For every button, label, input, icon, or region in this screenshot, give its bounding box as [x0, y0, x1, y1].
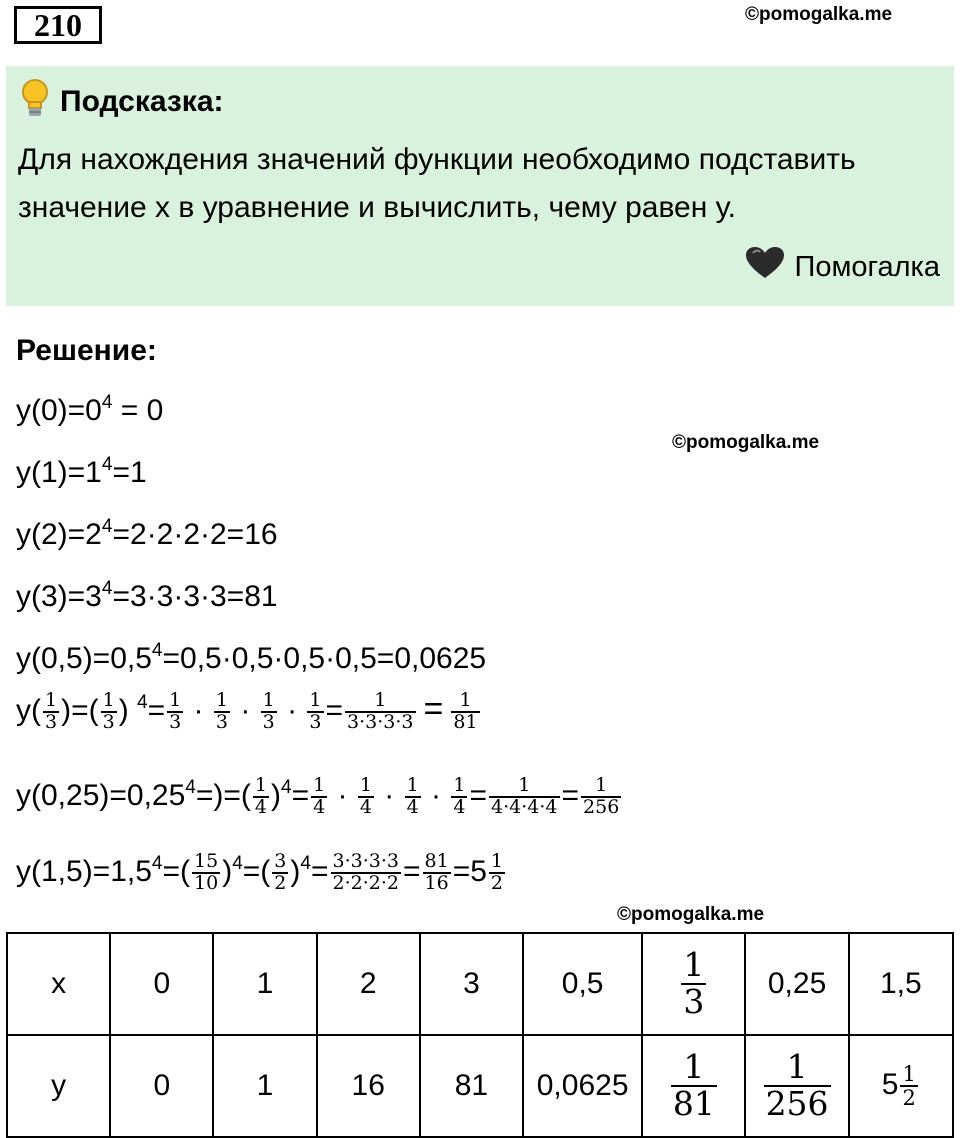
solution-line-2: $y(1)=1^4=1$: [16, 454, 147, 489]
fraction: $\frac{1}{256}$: [583, 774, 620, 818]
solution-line-3: $y(2)=2^4=2\cdot 2\cdot 2\cdot 2=16$: [16, 516, 278, 551]
fraction: $\frac{1}{4}$: [254, 774, 267, 818]
fraction: $\frac{15}{10}$: [194, 850, 219, 894]
fraction: $\frac{1}{3\cdot 3\cdot 3\cdot 3}$: [347, 689, 414, 734]
fraction: $\frac{1}{256}$: [765, 1047, 829, 1123]
fraction: $\frac{1}{3}$: [309, 689, 322, 734]
hint-text-line2: значение х в уравнение и вычислить, чему равен у.: [18, 191, 736, 224]
table-cell: 0,25: [745, 933, 848, 1035]
hint-text: [18, 136, 948, 232]
fraction: $\frac{1}{81}$: [672, 1047, 715, 1123]
table-cell: [642, 933, 745, 1035]
signature-text: Помогалка: [794, 250, 940, 283]
solution-line-8: $y(1,5)=1,5^4=$( $\frac{15}{10}$ )$^4$=( $\frac{3}{2}$ )$^4$= $\frac{3\cdot 3\cdot 3\cdot 3}{2\cdot 2\cdot 2\cdot 2}$ = $\frac{81}{16}$ =5 $\frac{1}{2}$: [16, 850, 504, 894]
fraction: $\frac{1}{3}$: [169, 689, 182, 734]
task-number: 210: [14, 6, 102, 44]
table-cell: 1: [213, 1035, 316, 1137]
hint-header: [20, 78, 224, 125]
table-cell: 3: [420, 933, 523, 1035]
hint-title: Подсказка:: [60, 84, 224, 118]
watermark-middle: ©pomogalka.me: [672, 432, 820, 453]
hint-box: [6, 66, 954, 306]
table-cell: [849, 1035, 953, 1137]
fraction: $\frac{1}{3}$: [262, 689, 275, 734]
watermark-top: ©pomogalka.me: [745, 4, 893, 25]
table-cell: 0,0625: [523, 1035, 642, 1137]
table-row-y: [7, 1035, 953, 1137]
fraction: $\frac{1}{4}$: [313, 774, 326, 818]
fraction: $\frac{3}{2}$: [274, 850, 287, 894]
fraction: $\frac{1}{3}$: [683, 945, 705, 1021]
table-row-x: [7, 933, 953, 1035]
fraction: $\frac{1}{4}$: [359, 774, 372, 818]
solution-line-1: $y(0)=0^4 = 0$: [16, 392, 164, 427]
fraction: $\frac{1}{4}$: [406, 774, 419, 818]
hint-text-line1: Для нахождения значений функции необходимо подставить: [18, 143, 856, 176]
mixed-whole: 5: [881, 1067, 899, 1101]
signature: [745, 246, 940, 288]
solution-line-4: $y(3)=3^4=3\cdot 3\cdot 3\cdot 3=81$: [16, 578, 278, 613]
fraction: $\frac{1}{2}$: [902, 1061, 916, 1110]
table-cell: 0: [110, 933, 213, 1035]
fraction: $\frac{1}{3}$: [45, 689, 58, 734]
table-cell: 0: [110, 1035, 213, 1137]
table-cell: 81: [420, 1035, 523, 1137]
table-cell: 1: [213, 933, 316, 1035]
heart-icon: [745, 246, 795, 288]
lightbulb-icon: [20, 78, 50, 125]
table-cell: x: [7, 933, 110, 1035]
table-cell: 16: [317, 1035, 420, 1137]
fraction: $\frac{1}{2}$: [490, 850, 504, 894]
fraction: $\frac{1}{81}$: [453, 689, 478, 734]
watermark-bottom: ©pomogalka.me: [617, 904, 765, 925]
table-cell: 2: [317, 933, 420, 1035]
table-cell: 1,5: [849, 933, 953, 1035]
fraction: $\frac{81}{16}$: [424, 850, 449, 894]
fraction: $\frac{1}{4\cdot 4\cdot 4\cdot 4}$: [491, 774, 558, 818]
fraction: $\frac{1}{3}$: [102, 689, 115, 734]
table-cell: y: [7, 1035, 110, 1137]
solution-line-5: $y(0,5)=0,5^4=0,5\cdot 0,5\cdot 0,5\cdot 0,5=0,0625$: [16, 640, 487, 675]
fraction: $\frac{1}{4}$: [453, 774, 466, 818]
solution-line-7: $y(0,25)=0,25^4=)=$( $\frac{1}{4}$ )$^4$= $\frac{1}{4}$ · $\frac{1}{4}$ · $\frac{1}{4}$ · $\frac{1}{4}$ = $\frac{1}{4\cdot 4\cdot 4\cdot 4}$ = $\frac{1}{256}$: [16, 774, 620, 818]
values-table: [6, 932, 954, 1138]
table-cell: 0,5: [523, 933, 642, 1035]
fraction: $\frac{3\cdot 3\cdot 3\cdot 3}{2\cdot 2\cdot 2\cdot 2}$: [332, 850, 399, 894]
table-cell: [745, 1035, 848, 1137]
fraction: $\frac{1}{3}$: [215, 689, 228, 734]
table-cell: [642, 1035, 745, 1137]
solution-line-6: y( $\frac{1}{3}$ )=( $\frac{1}{3}$ ) $^4$= $\frac{1}{3}$ · $\frac{1}{3}$ · $\frac{1}{3}$ · $\frac{1}{3}$ = $\frac{1}{3\cdot 3\cdot 3\cdot 3}$ = $\frac{1}{81}$: [16, 689, 478, 734]
solution-title: Решение:: [16, 334, 157, 367]
